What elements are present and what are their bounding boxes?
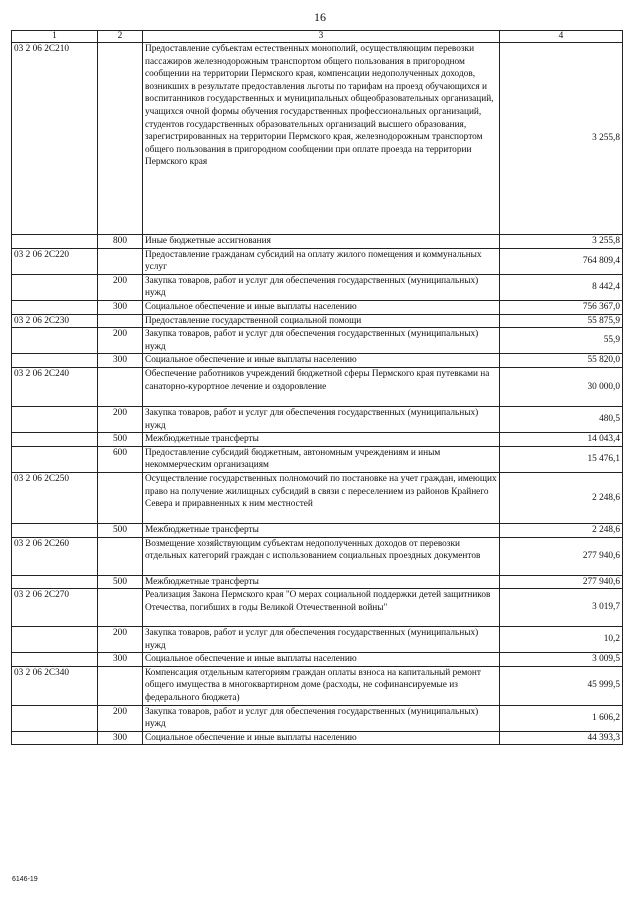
expense-description: Закупка товаров, работ и услуг для обеспечения государственных (муниципальных) нужд	[143, 328, 500, 354]
table-row	[12, 328, 623, 354]
expense-type-code: 200	[98, 705, 143, 731]
table-row	[12, 575, 623, 589]
expense-description: Компенсация отдельным категориям граждан оплаты взноса на капитальный ремонт общего имущества в многоквартирном доме (расходы, не софинансируемые из федерального бюджета)	[143, 666, 500, 705]
expense-description: Реализация Закона Пермского края "О мерах социальной поддержки детей защитников Отечества, погибших в годы Великой Отечественной войны"	[143, 589, 500, 627]
expense-description: Социальное обеспечение и иные выплаты населению	[143, 300, 500, 314]
column-number-row	[12, 31, 623, 43]
amount-value: 14 043,4	[500, 433, 623, 447]
expense-description: Иные бюджетные ассигнования	[143, 235, 500, 249]
classifier-code: 03 2 06 2С250	[12, 472, 98, 523]
amount-value: 55 820,0	[500, 354, 623, 368]
amount-value: 8 442,4	[500, 274, 623, 300]
amount-value: 3 009,5	[500, 653, 623, 667]
classifier-code: 03 2 06 2С230	[12, 314, 98, 328]
amount-value: 15 476,1	[500, 446, 623, 472]
table-row	[12, 666, 623, 705]
expense-type-code: 600	[98, 446, 143, 472]
table-row	[12, 406, 623, 432]
expense-type-code: 500	[98, 433, 143, 447]
classifier-code: 03 2 06 2С240	[12, 367, 98, 406]
table-row	[12, 653, 623, 667]
table-row	[12, 523, 623, 537]
table-row	[12, 537, 623, 575]
column-number: 2	[98, 31, 143, 43]
document-code: 6146-19	[12, 876, 38, 883]
classifier-code	[12, 274, 98, 300]
classifier-code	[12, 627, 98, 653]
classifier-code	[12, 523, 98, 537]
amount-value: 277 940,6	[500, 537, 623, 575]
expense-description: Осуществление государственных полномочий по постановке на учет граждан, имеющих право на получение жилищных субсидий в связи с переселением из районов Крайнего Севера и приравненных к ним местностей	[143, 472, 500, 523]
amount-value: 277 940,6	[500, 575, 623, 589]
expense-type-code	[98, 537, 143, 575]
classifier-code: 03 2 06 2С210	[12, 43, 98, 235]
classifier-code: 03 2 06 2С340	[12, 666, 98, 705]
amount-value: 30 000,0	[500, 367, 623, 406]
expense-description: Предоставление субъектам естественных монополий, осуществляющим перевозки пассажиров железнодорожным транспортом общего пользования в пригородном сообщении на территории Пермского края, компенсации недополученных доходов, возникших в результате предоставления льготы по тарифам на проезд обучающихся и воспитанников государственных и муниципальных общеобразовательных организаций, учащихся очной формы обучения государственных профессиональных организаций, студентов государственных образовательных организаций высшего образования, зарегистрированных на территории Пермского края, железнодорожным транспортом общего пользования в пригородном сообщении при оплате проезда на территории Пермского края	[143, 43, 500, 235]
expense-type-code	[98, 314, 143, 328]
amount-value: 480,5	[500, 406, 623, 432]
table-row	[12, 314, 623, 328]
classifier-code	[12, 328, 98, 354]
table-row	[12, 472, 623, 523]
amount-value: 45 999,5	[500, 666, 623, 705]
expense-description: Возмещение хозяйствующим субъектам недополученных доходов от перевозки отдельных категорий граждан с использованием социальных проездных документов	[143, 537, 500, 575]
expense-description: Обеспечение работников учреждений бюджетной сферы Пермского края путевками на санаторно-курортное лечение и оздоровление	[143, 367, 500, 406]
amount-value: 55,9	[500, 328, 623, 354]
classifier-code	[12, 446, 98, 472]
column-number: 4	[500, 31, 623, 43]
budget-table	[11, 30, 623, 745]
expense-description: Предоставление субсидий бюджетным, автономным учреждениям и иным некоммерческим организациям	[143, 446, 500, 472]
table-row	[12, 248, 623, 274]
amount-value: 3 255,8	[500, 43, 623, 235]
expense-description: Межбюджетные трансферты	[143, 433, 500, 447]
table-row	[12, 705, 623, 731]
amount-value: 55 875,9	[500, 314, 623, 328]
column-number: 3	[143, 31, 500, 43]
amount-value: 756 367,0	[500, 300, 623, 314]
expense-type-code: 200	[98, 406, 143, 432]
classifier-code: 03 2 06 2С220	[12, 248, 98, 274]
table-row	[12, 274, 623, 300]
amount-value: 2 248,6	[500, 472, 623, 523]
table-row	[12, 433, 623, 447]
table-row	[12, 446, 623, 472]
expense-type-code: 300	[98, 300, 143, 314]
expense-description: Социальное обеспечение и иные выплаты населению	[143, 731, 500, 745]
classifier-code	[12, 354, 98, 368]
expense-description: Социальное обеспечение и иные выплаты населению	[143, 653, 500, 667]
expense-type-code	[98, 472, 143, 523]
amount-value: 10,2	[500, 627, 623, 653]
classifier-code: 03 2 06 2С270	[12, 589, 98, 627]
classifier-code	[12, 705, 98, 731]
expense-description: Закупка товаров, работ и услуг для обеспечения государственных (муниципальных) нужд	[143, 627, 500, 653]
expense-description: Предоставление гражданам субсидий на оплату жилого помещения и коммунальных услуг	[143, 248, 500, 274]
amount-value: 44 393,3	[500, 731, 623, 745]
expense-type-code: 300	[98, 354, 143, 368]
expense-description: Предоставление государственной социальной помощи	[143, 314, 500, 328]
expense-description: Межбюджетные трансферты	[143, 523, 500, 537]
table-row	[12, 235, 623, 249]
classifier-code	[12, 300, 98, 314]
expense-type-code	[98, 248, 143, 274]
classifier-code: 03 2 06 2С260	[12, 537, 98, 575]
expense-type-code: 300	[98, 653, 143, 667]
classifier-code	[12, 406, 98, 432]
classifier-code	[12, 575, 98, 589]
expense-type-code: 300	[98, 731, 143, 745]
expense-type-code	[98, 666, 143, 705]
expense-description: Закупка товаров, работ и услуг для обеспечения государственных (муниципальных) нужд	[143, 705, 500, 731]
amount-value: 3 255,8	[500, 235, 623, 249]
classifier-code	[12, 433, 98, 447]
expense-type-code	[98, 367, 143, 406]
expense-type-code: 200	[98, 328, 143, 354]
table-row	[12, 354, 623, 368]
classifier-code	[12, 653, 98, 667]
column-number: 1	[12, 31, 98, 43]
table-row	[12, 43, 623, 235]
classifier-code	[12, 235, 98, 249]
table-row	[12, 367, 623, 406]
amount-value: 764 809,4	[500, 248, 623, 274]
expense-type-code: 200	[98, 627, 143, 653]
expense-type-code: 500	[98, 575, 143, 589]
expense-type-code: 500	[98, 523, 143, 537]
expense-description: Межбюджетные трансферты	[143, 575, 500, 589]
expense-type-code: 800	[98, 235, 143, 249]
expense-description: Закупка товаров, работ и услуг для обеспечения государственных (муниципальных) нужд	[143, 274, 500, 300]
table-row	[12, 627, 623, 653]
classifier-code	[12, 731, 98, 745]
table-row	[12, 300, 623, 314]
expense-description: Социальное обеспечение и иные выплаты населению	[143, 354, 500, 368]
expense-type-code: 200	[98, 274, 143, 300]
expense-type-code	[98, 589, 143, 627]
amount-value: 3 019,7	[500, 589, 623, 627]
amount-value: 1 606,2	[500, 705, 623, 731]
expense-description: Закупка товаров, работ и услуг для обеспечения государственных (муниципальных) нужд	[143, 406, 500, 432]
expense-type-code	[98, 43, 143, 235]
table-row	[12, 731, 623, 745]
table-row	[12, 589, 623, 627]
page-number: 16	[314, 10, 326, 24]
amount-value: 2 248,6	[500, 523, 623, 537]
